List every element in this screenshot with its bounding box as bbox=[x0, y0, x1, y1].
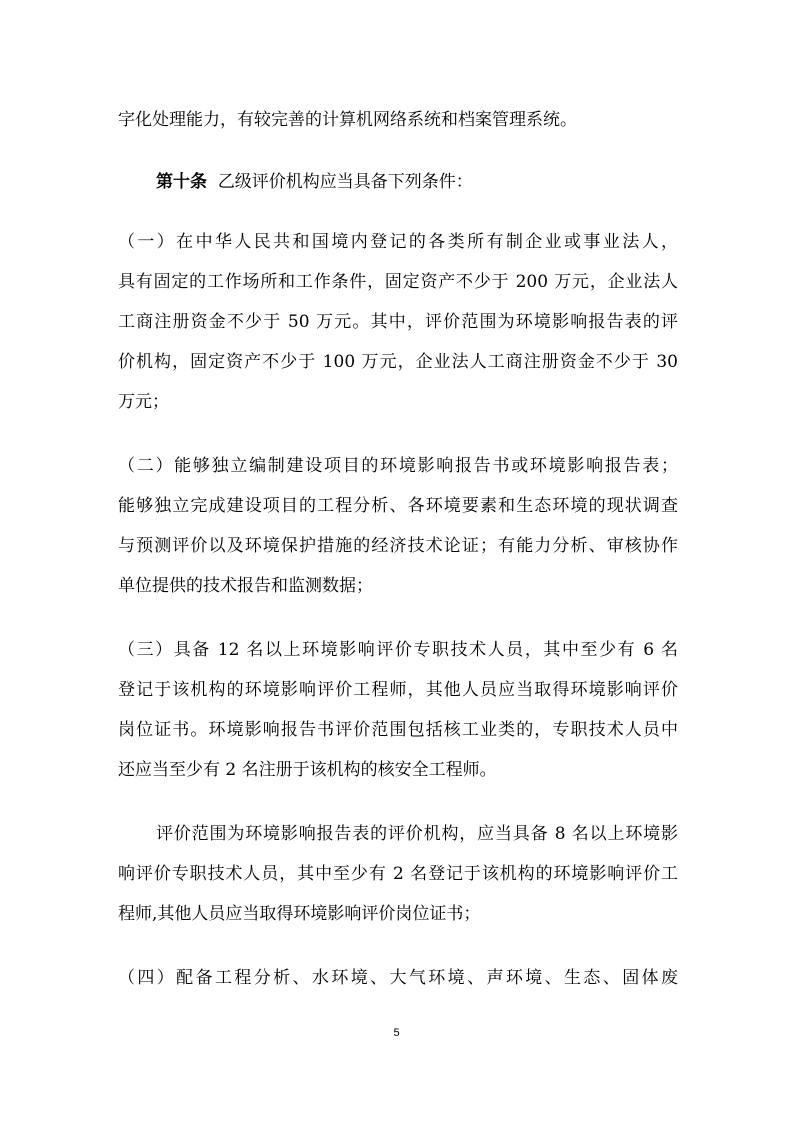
article-heading bbox=[156, 172, 473, 192]
text-line: （一）在中华人民共和国境内登记的各类所有制企业或事业法人， bbox=[118, 232, 678, 252]
text-line: 单位提供的技术报告和监测数据； bbox=[118, 576, 373, 596]
text-line: （四）配备工程分析、水环境、大气环境、声环境、生态、固体废 bbox=[118, 968, 678, 988]
text-line: 岗位证书。环境影响报告书评价范围包括核工业类的，专职技术人员中 bbox=[118, 720, 678, 740]
text-line: 能够独立完成建设项目的工程分析、各环境要素和生态环境的现状调查 bbox=[118, 496, 678, 516]
article-label: 第十条 bbox=[156, 172, 207, 192]
text-line: 与预测评价以及环境保护措施的经济技术论证；有能力分析、审核协作 bbox=[118, 536, 678, 556]
text-line: 价机构，固定资产不少于 100 万元，企业法人工商注册资金不少于 30 bbox=[118, 352, 678, 372]
article-heading-text: 乙级评价机构应当具备下列条件： bbox=[217, 172, 473, 192]
text-line: （三）具备 12 名以上环境影响评价专职技术人员，其中至少有 6 名 bbox=[118, 640, 678, 660]
text-line: 具有固定的工作场所和工作条件，固定资产不少于 200 万元，企业法人 bbox=[118, 272, 678, 292]
page-number: 5 bbox=[393, 1027, 400, 1039]
text-line: （二）能够独立编制建设项目的环境影响报告书或环境影响报告表； bbox=[118, 456, 678, 476]
text-line: 响评价专职技术人员，其中至少有 2 名登记于该机构的环境影响评价工 bbox=[118, 864, 678, 884]
text-line: 评价范围为环境影响报告表的评价机构，应当具备 8 名以上环境影 bbox=[156, 824, 678, 844]
text-line: 程师,其他人员应当取得环境影响评价岗位证书； bbox=[118, 904, 481, 924]
text-line: 万元； bbox=[118, 392, 169, 412]
text-line: 还应当至少有 2 名注册于该机构的核安全工程师。 bbox=[118, 760, 497, 780]
text-line: 登记于该机构的环境影响评价工程师，其他人员应当取得环境影响评价 bbox=[118, 680, 678, 700]
text-line: 工商注册资金不少于 50 万元。其中，评价范围为环境影响报告表的评 bbox=[118, 312, 678, 332]
text-line: 字化处理能力，有较完善的计算机网络系统和档案管理系统。 bbox=[118, 110, 577, 130]
